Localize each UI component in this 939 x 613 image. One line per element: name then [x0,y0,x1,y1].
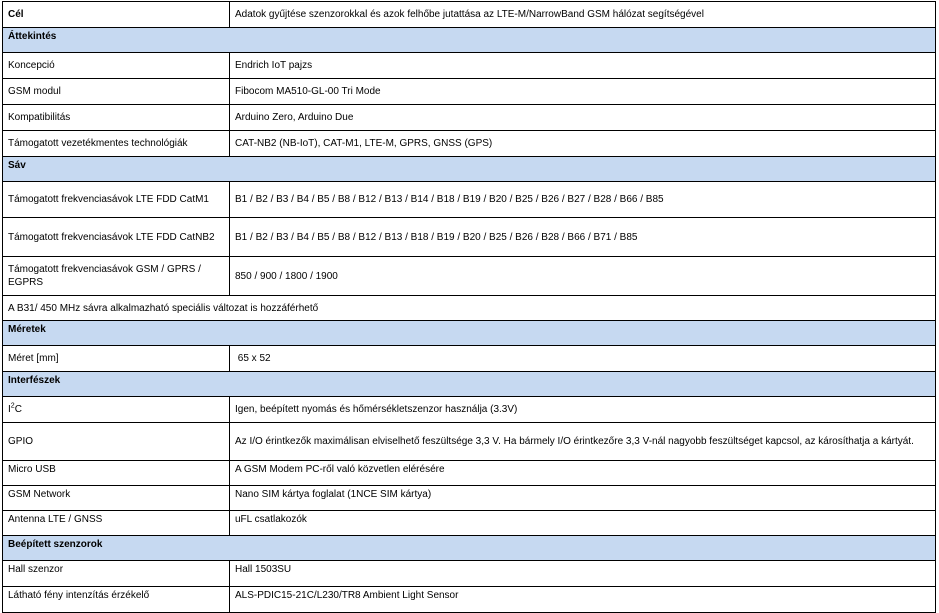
gpio-label: GPIO [3,423,230,461]
meret-label: Méret [mm] [3,346,230,372]
section-attekintes [3,28,936,53]
i2c-label [3,397,230,423]
i2c-label-prefix: I [8,404,11,415]
feny-value: ALS-PDIC15-21C/L230/TR8 Ambient Light Sensor [230,587,936,613]
b31-note-text: A B31/ 450 MHz sávra alkalmazható speciális változat is hozzáférhető [3,296,936,321]
hall-label: Hall szenzor [3,561,230,587]
micro-usb-value: A GSM Modem PC-ről való közvetlen elérésére [230,461,936,486]
row-micro-usb [3,461,936,486]
kompatibilitas-label: Kompatibilitás [3,105,230,131]
row-antenna [3,511,936,536]
catnb2-value: B1 / B2 / B3 / B4 / B5 / B8 / B12 / B13 / B18 / B19 / B20 / B25 / B26 / B28 / B66 / B71 / B85 [230,218,936,257]
i2c-label-suffix: C [14,404,22,415]
section-szenzorok [3,536,936,561]
gpio-value: Az I/O érintkezők maximálisan elviselhető feszültsége 3,3 V. Ha bármely I/O érintkezőre 3,3 V-nál nagyobb feszültséget kapcsol, az károsíthatja a kártyát. [230,423,936,461]
gsm-network-value: Nano SIM kártya foglalat (1NCE SIM kártya) [230,486,936,511]
row-b31-note [3,296,936,321]
row-hall [3,561,936,587]
section-interfeszek [3,372,936,397]
row-kompatibilitas [3,105,936,131]
section-title-attekintes: Áttekintés [3,28,936,53]
row-i2c [3,397,936,423]
row-gpio [3,423,936,461]
row-gsm-modul [3,79,936,105]
vezetekmentes-label: Támogatott vezetékmentes technológiák [3,131,230,157]
gsm-sav-label: Támogatott frekvenciasávok GSM / GPRS / EGPRS [3,257,230,296]
cel-label: Cél [3,2,230,28]
gsm-network-label: GSM Network [3,486,230,511]
koncepcio-label: Koncepció [3,53,230,79]
meret-value: 65 x 52 [230,346,936,372]
row-koncepcio [3,53,936,79]
micro-usb-label: Micro USB [3,461,230,486]
catm1-value: B1 / B2 / B3 / B4 / B5 / B8 / B12 / B13 / B14 / B18 / B19 / B20 / B25 / B26 / B27 / B28 / B66 / B85 [230,182,936,218]
i2c-value: Igen, beépített nyomás és hőmérsékletszenzor használja (3.3V) [230,397,936,423]
gsm-sav-value: 850 / 900 / 1800 / 1900 [230,257,936,296]
row-vezetekmentes [3,131,936,157]
catnb2-label: Támogatott frekvenciasávok LTE FDD CatNB2 [3,218,230,257]
gsm-modul-value: Fibocom MA510-GL-00 Tri Mode [230,79,936,105]
kompatibilitas-value: Arduino Zero, Arduino Due [230,105,936,131]
section-sav [3,157,936,182]
gsm-modul-label: GSM modul [3,79,230,105]
koncepcio-value: Endrich IoT pajzs [230,53,936,79]
section-title-meretek: Méretek [3,321,936,346]
section-meretek [3,321,936,346]
feny-label: Látható fény intenzítás érzékelő [3,587,230,613]
row-gsm-sav [3,257,936,296]
antenna-label: Antenna LTE / GNSS [3,511,230,536]
vezetekmentes-value: CAT-NB2 (NB-IoT), CAT-M1, LTE-M, GPRS, GNSS (GPS) [230,131,936,157]
row-gsm-network [3,486,936,511]
i2c-label-sup: 2 [10,402,15,410]
row-meret [3,346,936,372]
antenna-value: uFL csatlakozók [230,511,936,536]
section-title-szenzorok: Beépített szenzorok [3,536,936,561]
hall-value: Hall 1503SU [230,561,936,587]
row-catm1 [3,182,936,218]
row-catnb2 [3,218,936,257]
section-title-interfeszek: Interfészek [3,372,936,397]
catm1-label: Támogatott frekvenciasávok LTE FDD CatM1 [3,182,230,218]
row-cel [3,2,936,28]
cel-value: Adatok gyűjtése szenzorokkal és azok felhőbe jutattása az LTE-M/NarrowBand GSM hálózat segítségével [230,2,936,28]
row-feny [3,587,936,613]
spec-table [2,1,936,613]
section-title-sav: Sáv [3,157,936,182]
